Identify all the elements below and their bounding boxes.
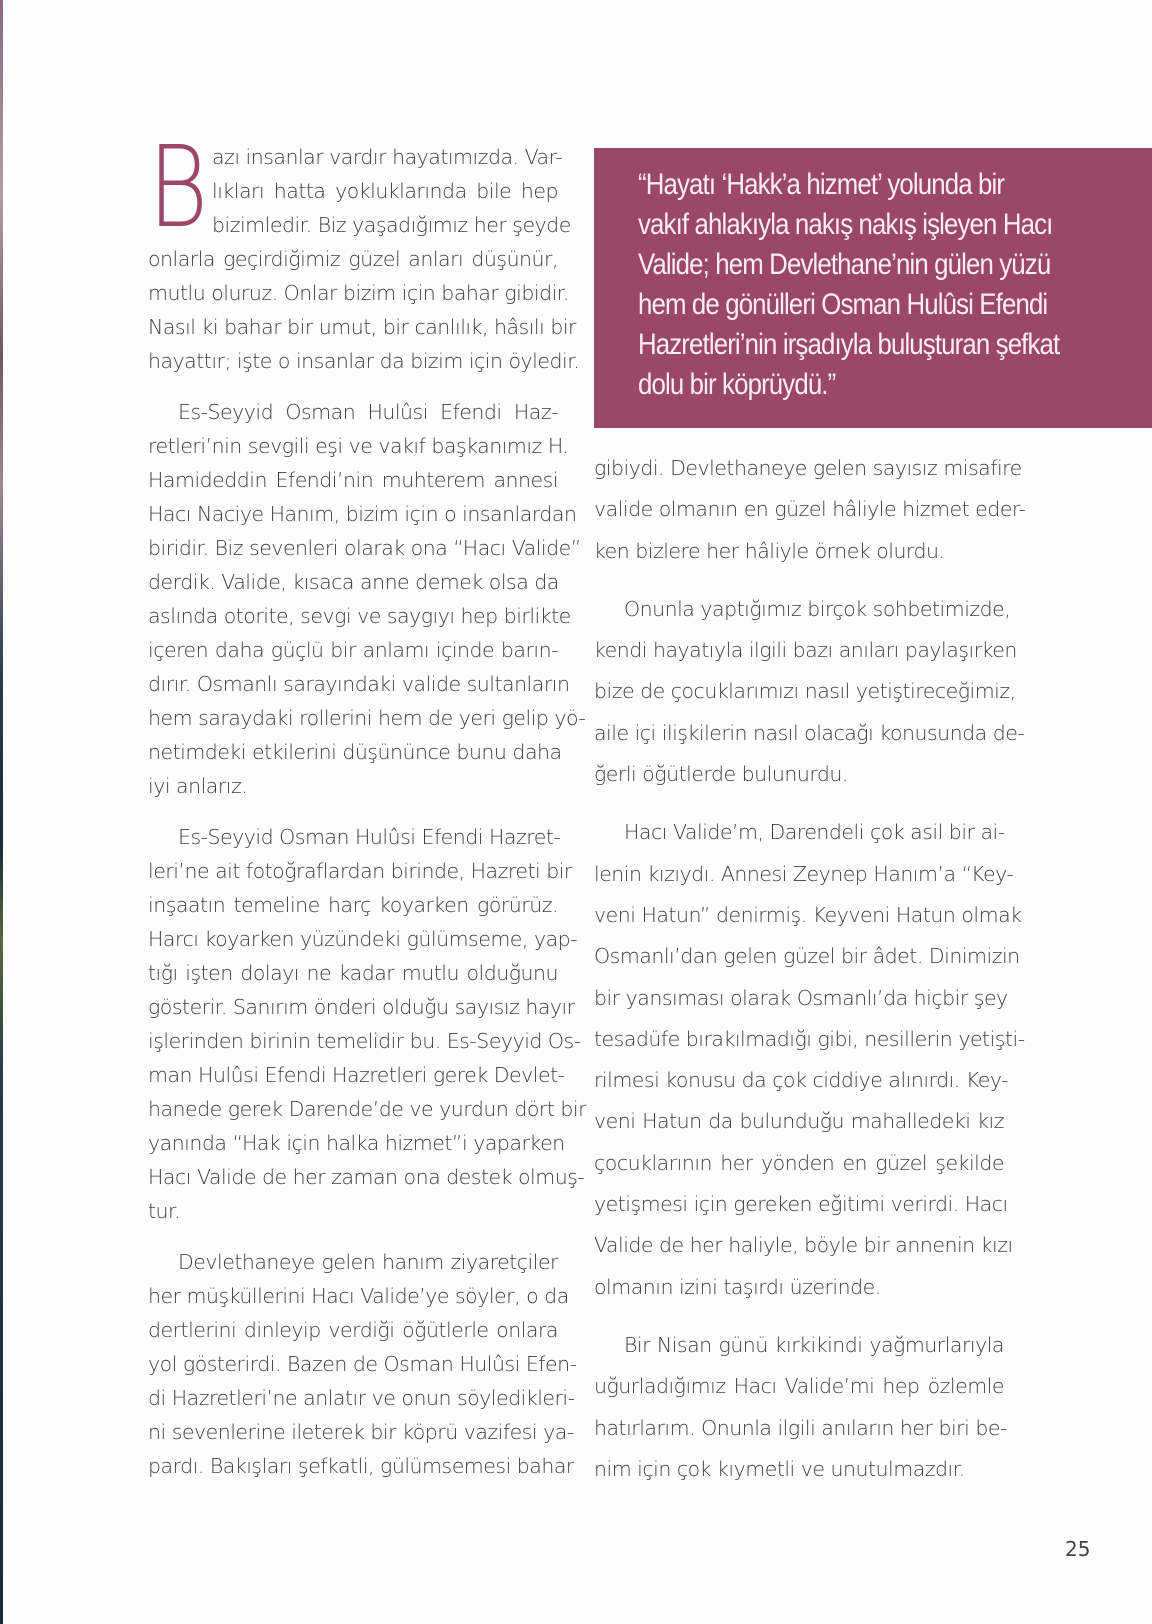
- text-line: Es-Seyyid Osman Hulûsi Efendi Haz-: [178, 400, 558, 424]
- text-line: bize de çocuklarımızı nasıl yetiştireceğimiz,: [594, 679, 1016, 704]
- text-line: ğerli öğütlerde bulunurdu.: [594, 762, 848, 787]
- text-line: netimdeki etkilerini düşününce bunu daha: [148, 740, 562, 764]
- page-number: 25: [1065, 1537, 1091, 1561]
- text-line: di Hazretleri’ne anlatır ve onun söyledikleri-: [148, 1386, 575, 1410]
- text-line: yetişmesi için gereken eğitimi verirdi. Hacı: [594, 1192, 1008, 1217]
- page-edge-strip: [0, 0, 3, 1624]
- text-line: inşaatın temeline harç koyarken görürüz.: [148, 893, 558, 917]
- text-line: Nasıl ki bahar bir umut, bir canlılık, hâsılı bir: [148, 315, 576, 339]
- text-line: yol gösterirdi. Bazen de Osman Hulûsi Efen-: [148, 1352, 577, 1376]
- text-line: pardı. Bakışları şefkatli, gülümsemesi bahar: [148, 1454, 574, 1478]
- text-line: yanında “Hak için halka hizmet”i yaparken: [148, 1131, 565, 1155]
- paragraph: [594, 812, 1025, 1308]
- text-line: Valide de her haliyle, böyle bir annenin kızı: [594, 1233, 1013, 1258]
- text-line: tur.: [148, 1199, 181, 1223]
- text-line: onlarla geçirdiğimiz güzel anları düşünür,: [148, 247, 558, 271]
- text-line: retleri’nin sevgili eşi ve vakıf başkanımız H.: [148, 434, 569, 458]
- text-line: hem saraydaki rollerini hem de yeri gelip yö-: [148, 706, 586, 730]
- paragraph: [594, 589, 1025, 795]
- text-line: uğurladığımız Hacı Valide’mi hep özlemle: [594, 1374, 1004, 1399]
- text-line: biridir. Biz sevenleri olarak ona “Hacı Valide”: [148, 536, 581, 560]
- pull-quote-line: Hazretleri’nin irşadıyla buluşturan şefkat: [638, 328, 1060, 361]
- pull-quote-line: Valide; hem Devlethane’nin gülen yüzü: [638, 248, 1051, 281]
- paragraph: [594, 448, 1026, 572]
- paragraph: [148, 820, 587, 1228]
- paragraph: [148, 123, 580, 378]
- text-line: hayattır; işte o insanlar da bizim için öyledir.: [148, 349, 580, 373]
- text-line: kendi hayatıyla ilgili bazı anıları paylaşırken: [594, 638, 1017, 663]
- pull-quote-line: dolu bir köprüydü.”: [638, 368, 836, 401]
- text-line: Onunla yaptığımız birçok sohbetimizde,: [624, 596, 1011, 621]
- left-column: [148, 123, 587, 1483]
- pull-quote: [638, 165, 1118, 405]
- text-line: derdik. Valide, kısaca anne demek olsa da: [148, 570, 559, 594]
- paragraph: [148, 1245, 577, 1483]
- text-line: veni Hatun” denirmiş. Keyveni Hatun olmak: [594, 902, 1022, 927]
- text-line: hanede gerek Darende’de ve yurdun dört bir: [148, 1097, 587, 1121]
- text-line: lenin kızıydı. Annesi Zeynep Hanım’a “Key-: [594, 861, 1014, 886]
- drop-cap: B: [148, 123, 208, 253]
- text-line: leri’ne ait fotoğraflardan birinde, Hazreti bir: [148, 859, 572, 883]
- pull-quote-line: “Hayatı ‘Hakk’a hizmet’ yolunda bir: [638, 168, 1005, 201]
- text-line: tığı işten dolayı ne kadar mutlu olduğunu: [148, 961, 558, 985]
- text-line: gösterir. Sanırım önderi olduğu sayısız hayır: [148, 995, 575, 1019]
- text-line: Hacı Valide’m, Darendeli çok asil bir ai-: [624, 820, 1005, 845]
- text-line: hatırlarım. Onunla ilgili anıların her biri be-: [594, 1415, 1007, 1440]
- paragraph: [594, 1325, 1007, 1490]
- text-line: ni sevenlerine ileterek bir köprü vazifesi ya-: [148, 1420, 574, 1444]
- text-line: işlerinden birinin temelidir bu. Es-Seyyid Os-: [148, 1029, 581, 1053]
- text-line: Devlethaneye gelen hanım ziyaretçiler: [178, 1250, 558, 1274]
- text-line: Harcı koyarken yüzündeki gülümseme, yap-: [148, 927, 578, 951]
- text-line: Es-Seyyid Osman Hulûsi Efendi Hazret-: [178, 825, 561, 849]
- text-line: bir yansıması olarak Osmanlı’da hiçbir şey: [594, 985, 1008, 1010]
- text-line: veni Hatun da bulunduğu mahalledeki kız: [594, 1109, 1004, 1134]
- text-line: dertlerini dinleyip verdiği öğütlerle onlara: [148, 1318, 558, 1342]
- pull-quote-line: vakıf ahlakıyla nakış nakış işleyen Hacı: [638, 208, 1053, 241]
- text-line: çocuklarının her yönden en güzel şekilde: [594, 1150, 1004, 1175]
- text-line: olmanın izini taşırdı üzerinde.: [594, 1274, 881, 1299]
- text-line: nim için çok kıymetli ve unutulmazdır.: [594, 1456, 965, 1481]
- right-column: [594, 448, 1026, 1490]
- text-line: Hacı Valide de her zaman ona destek olmuş-: [148, 1165, 585, 1189]
- text-line: aslında otorite, sevgi ve saygıyı hep birlikte: [148, 604, 571, 628]
- text-line: Hacı Naciye Hanım, bizim için o insanlardan: [148, 502, 577, 526]
- text-line: dırır. Osmanlı sarayındaki valide sultanların: [148, 672, 570, 696]
- text-line: gibiydi. Devlethaneye gelen sayısız misafire: [594, 456, 1022, 480]
- text-line: man Hulûsi Efendi Hazretleri gerek Devlet-: [148, 1063, 565, 1087]
- text-line: azı insanlar vardır hayatımızda. Var-: [212, 145, 563, 169]
- text-line: aile içi ilişkilerin nasıl olacağı konusunda de-: [594, 720, 1025, 745]
- text-line: her müşküllerini Hacı Valide’ye söyler, o da: [148, 1284, 569, 1308]
- pull-quote-box: [594, 148, 1152, 428]
- text-line: mutlu oluruz. Onlar bizim için bahar gibidir.: [148, 281, 569, 305]
- text-line: Hamideddin Efendi’nin muhterem annesi: [148, 468, 558, 492]
- text-line: bizimledir. Biz yaşadığımız her şeyde: [212, 213, 571, 237]
- text-line: rilmesi konusu da çok ciddiye alınırdı. Key-: [594, 1068, 1009, 1093]
- text-line: valide olmanın en güzel hâliyle hizmet eder-: [594, 497, 1026, 522]
- text-line: iyi anlarız.: [148, 774, 248, 798]
- pull-quote-line: hem de gönülleri Osman Hulûsi Efendi: [638, 288, 1048, 321]
- text-line: tesadüfe bırakılmadığı gibi, nesillerin yetişti-: [594, 1026, 1025, 1051]
- text-line: Bir Nisan günü kırkikindi yağmurlarıyla: [624, 1332, 1004, 1357]
- text-line: ken bizlere her hâliyle örnek olurdu.: [594, 538, 945, 563]
- text-line: içeren daha güçlü bir anlamı içinde barın-: [148, 638, 558, 662]
- text-line: Osmanlı’dan gelen güzel bir âdet. Dinimizin: [594, 944, 1020, 969]
- paragraph: [148, 395, 586, 803]
- text-line: lıkları hatta yokluklarında bile hep: [212, 179, 558, 203]
